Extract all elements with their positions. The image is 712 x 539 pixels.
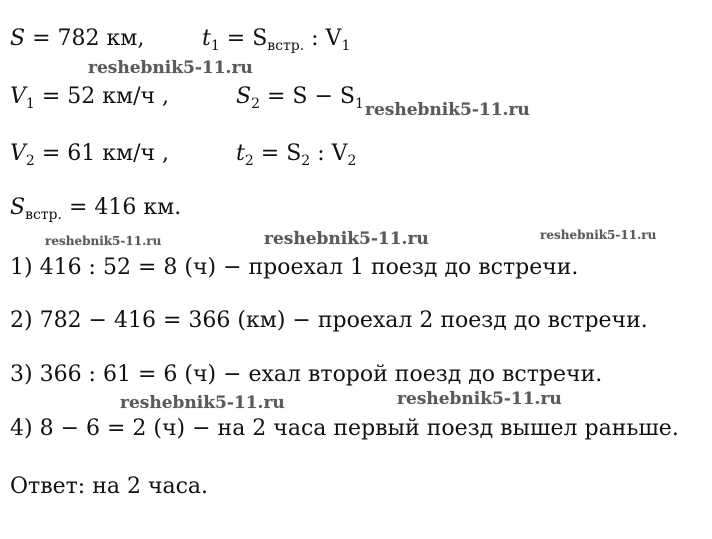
- answer-line: Ответ: на 2 часа.: [10, 474, 209, 499]
- watermark: reshebnik5-11.ru: [540, 228, 657, 242]
- smeet-value: = 416 км.: [68, 195, 182, 220]
- v2-value: = 61 км/ч ,: [41, 141, 170, 166]
- t2-formula: [236, 141, 356, 174]
- s2-eq-sub: 1: [355, 96, 364, 112]
- t1-var: t: [202, 26, 211, 51]
- t2-eq: = S: [260, 141, 302, 166]
- t1-eq: = S: [226, 26, 268, 51]
- t1-rest-sub: 1: [341, 38, 351, 54]
- given-v2-line: [10, 141, 169, 174]
- t2-sub: 2: [244, 153, 254, 169]
- t2-rest-sub: 2: [347, 153, 357, 169]
- s-value: = 782 км,: [32, 26, 145, 51]
- v1-var: V: [10, 84, 26, 109]
- watermark: reshebnik5-11.ru: [365, 100, 530, 120]
- v2-var: V: [10, 141, 26, 166]
- s-var: S: [10, 26, 26, 51]
- given-v1-line: [10, 84, 169, 117]
- v1-sub: 1: [25, 96, 35, 112]
- watermark: reshebnik5-11.ru: [264, 229, 429, 249]
- solution-step-4: 4) 8 − 6 = 2 (ч) − на 2 часа первый поезд вышел раньше.: [10, 416, 679, 441]
- given-smeet-line: [10, 195, 181, 228]
- solution-step-3: 3) 366 : 61 = 6 (ч) − ехал второй поезд до встречи.: [10, 362, 603, 387]
- s2-var: S: [236, 84, 252, 109]
- t2-rest: : V: [317, 141, 348, 166]
- watermark: reshebnik5-11.ru: [397, 389, 562, 409]
- solution-step-2: 2) 782 − 416 = 366 (км) − проехал 2 поезд до встречи.: [10, 308, 648, 333]
- watermark: reshebnik5-11.ru: [120, 393, 285, 413]
- s2-sub: 2: [251, 96, 260, 112]
- t2-var: t: [236, 141, 245, 166]
- watermark: reshebnik5-11.ru: [88, 58, 253, 78]
- v2-sub: 2: [25, 153, 35, 169]
- t1-eq-sub: встр.: [267, 38, 305, 54]
- solution-step-1: 1) 416 : 52 = 8 (ч) − проехал 1 поезд до встречи.: [10, 255, 579, 280]
- s2-eq: = S − S: [267, 84, 355, 109]
- t1-sub: 1: [210, 38, 220, 54]
- smeet-var: S: [10, 195, 26, 220]
- t1-formula: [202, 26, 350, 59]
- t1-rest: : V: [311, 26, 342, 51]
- t2-eq-sub: 2: [301, 153, 311, 169]
- s2-formula: [236, 84, 364, 117]
- watermark: reshebnik5-11.ru: [45, 234, 162, 248]
- smeet-sub: встр.: [25, 207, 62, 223]
- given-s-line: [10, 26, 144, 52]
- v1-value: = 52 км/ч ,: [41, 84, 170, 109]
